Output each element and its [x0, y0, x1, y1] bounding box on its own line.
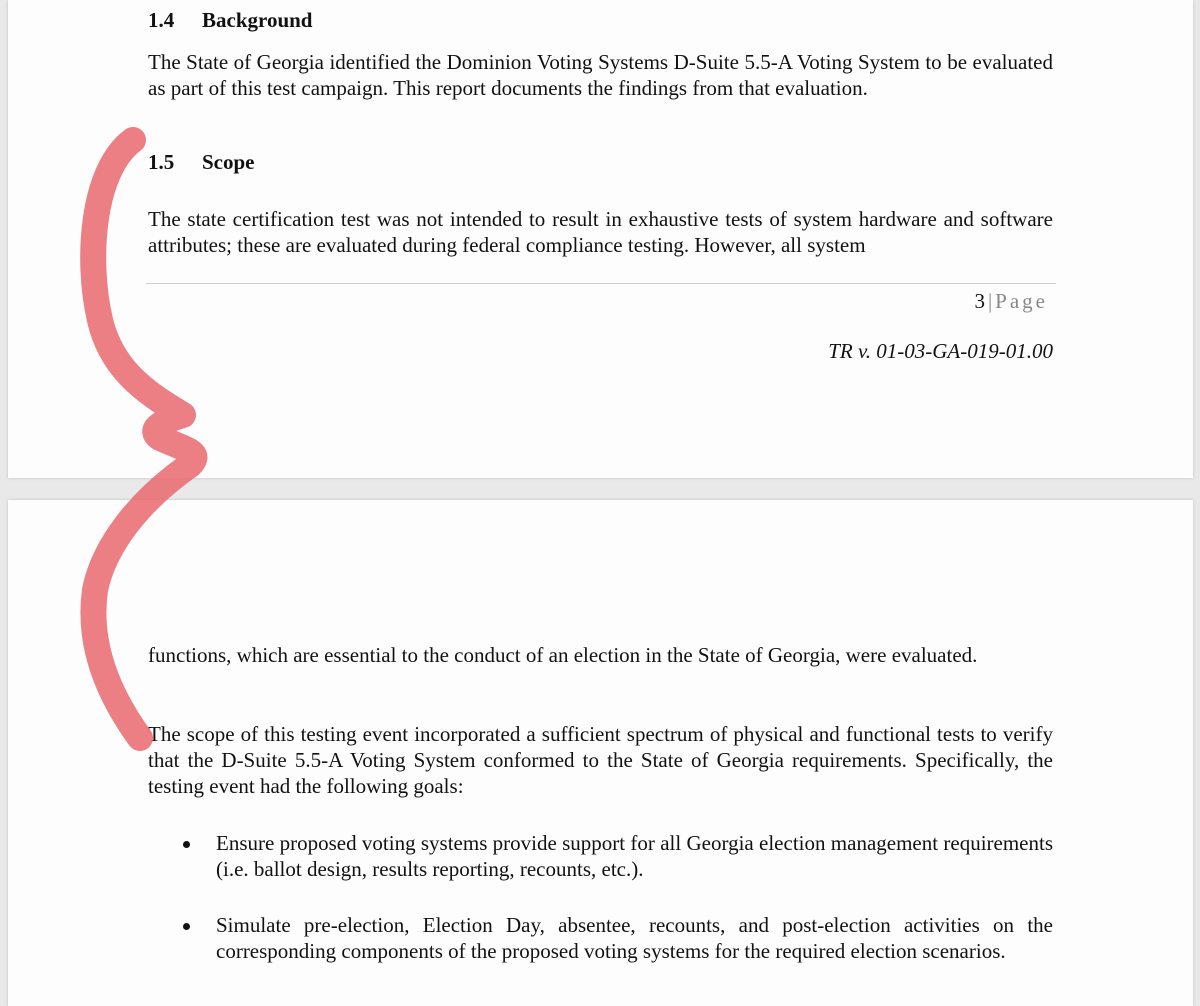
- section-number: 1.5: [148, 150, 175, 174]
- list-item: [216, 830, 1053, 882]
- scope-goals-paragraph: The scope of this testing event incorporated a sufficient spectrum of physical and functional tests to verify that the D-Suite 5.5-A Voting System conformed to the State of Georgia requirements. Specifically, the testing event had the following goals:: [148, 722, 1053, 798]
- page-label: Page: [995, 289, 1048, 313]
- section-heading-scope: [148, 149, 255, 175]
- section-number: 1.4: [148, 8, 175, 32]
- footer-divider: [146, 283, 1056, 284]
- page-separator: |: [987, 289, 993, 313]
- section-heading-background: [148, 7, 313, 33]
- bullet-icon: [183, 923, 190, 930]
- goal-text: Simulate pre-election, Election Day, absentee, recounts, and post-election activities on the corresponding components of the proposed voting systems for the required election scenarios.: [216, 913, 1053, 963]
- section-title: Scope: [202, 150, 255, 174]
- page-number-footer: [974, 288, 1048, 314]
- page-number: 3: [974, 289, 985, 313]
- document-page-4: [8, 500, 1193, 1006]
- scope-paragraph: The state certification test was not intended to result in exhaustive tests of system hardware and software attributes; these are evaluated during federal compliance testing. However, all system: [148, 207, 1053, 257]
- bullet-icon: [183, 841, 190, 848]
- document-page-3: [8, 0, 1193, 478]
- goal-text: Ensure proposed voting systems provide support for all Georgia election management requirements (i.e. ballot design, results reporting, recounts, etc.).: [216, 831, 1053, 881]
- document-id: TR v. 01-03-GA-019-01.00: [828, 339, 1053, 363]
- section-title: Background: [202, 8, 313, 32]
- list-item: [216, 912, 1053, 964]
- background-paragraph: The State of Georgia identified the Dominion Voting Systems D-Suite 5.5-A Voting System to be evaluated as part of this test campaign. This report documents the findings from that evaluation.: [148, 50, 1053, 100]
- functions-paragraph: functions, which are essential to the conduct of an election in the State of Georgia, were evaluated.: [148, 643, 978, 667]
